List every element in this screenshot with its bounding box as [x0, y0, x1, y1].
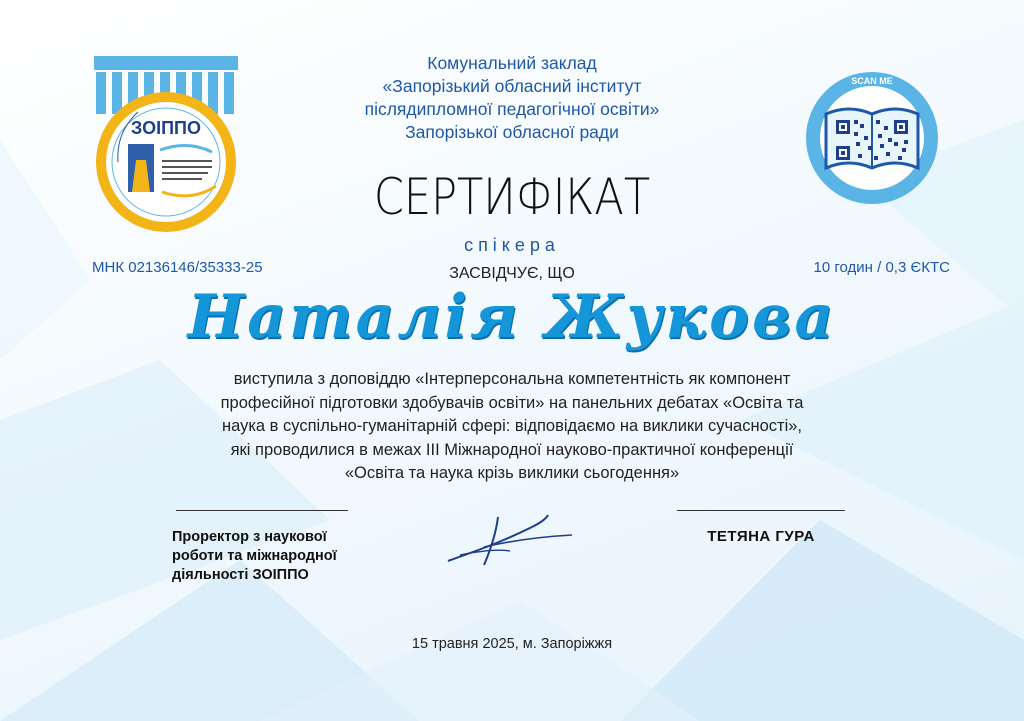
certificate-body	[132, 368, 892, 486]
signer-position-line-3: діяльності ЗОІППО	[172, 567, 309, 583]
body-line-4: які проводилися в межах ІІІ Міжнародної науково-практичної конференції	[230, 440, 794, 459]
institution-line-4: Запорізької обласної ради	[405, 122, 619, 142]
body-line-2: професійної підготовки здобувачів освіти» на панельних дебатах «Освіта та	[220, 393, 804, 412]
signer-position	[172, 528, 402, 585]
signer-position-line-1: Проректор з наукової	[172, 529, 327, 545]
certificate-subtitle: спікера	[464, 235, 560, 255]
signature-line-right	[677, 510, 845, 511]
signature-line-left	[176, 510, 348, 511]
institution-line-1: Комунальний заклад	[427, 53, 597, 73]
hours-credits: 10 годин / 0,3 ЄКТС	[813, 259, 950, 276]
registration-number: МНК 02136146/35333-25	[92, 259, 263, 276]
date-location: 15 травня 2025, м. Запоріжжя	[411, 636, 613, 652]
scan-me-label: SCAN ME	[851, 76, 893, 86]
zoippo-logo	[88, 52, 244, 236]
qr-code-scan-me[interactable]	[804, 70, 940, 206]
body-line-5: «Освіта та наука крізь виклики сьогодення»	[344, 464, 680, 482]
certificate-title: СЕРТИФІКАТ	[373, 168, 651, 226]
logo-text: ЗОІППО	[131, 118, 201, 138]
body-line-1: виступила з доповіддю «Інтерперсональна компетентність як компонент	[233, 370, 791, 388]
recipient-name: Наталія Жукова	[187, 282, 837, 352]
signer-name: ТЕТЯНА ГУРА	[707, 528, 815, 545]
signer-position-line-2: роботи та міжнародної	[172, 548, 337, 564]
institution-header	[312, 52, 712, 144]
institution-line-3: післядипломної педагогічної освіти»	[364, 99, 660, 119]
certifies-label: ЗАСВІДЧУЄ, ЩО	[449, 265, 575, 282]
body-line-3: наука в суспільно-гуманітарній сфері: відповідаємо на виклики сучасності»,	[221, 417, 802, 435]
institution-line-2: «Запорізький обласний інститут	[382, 76, 642, 96]
handwritten-signature	[440, 505, 580, 575]
